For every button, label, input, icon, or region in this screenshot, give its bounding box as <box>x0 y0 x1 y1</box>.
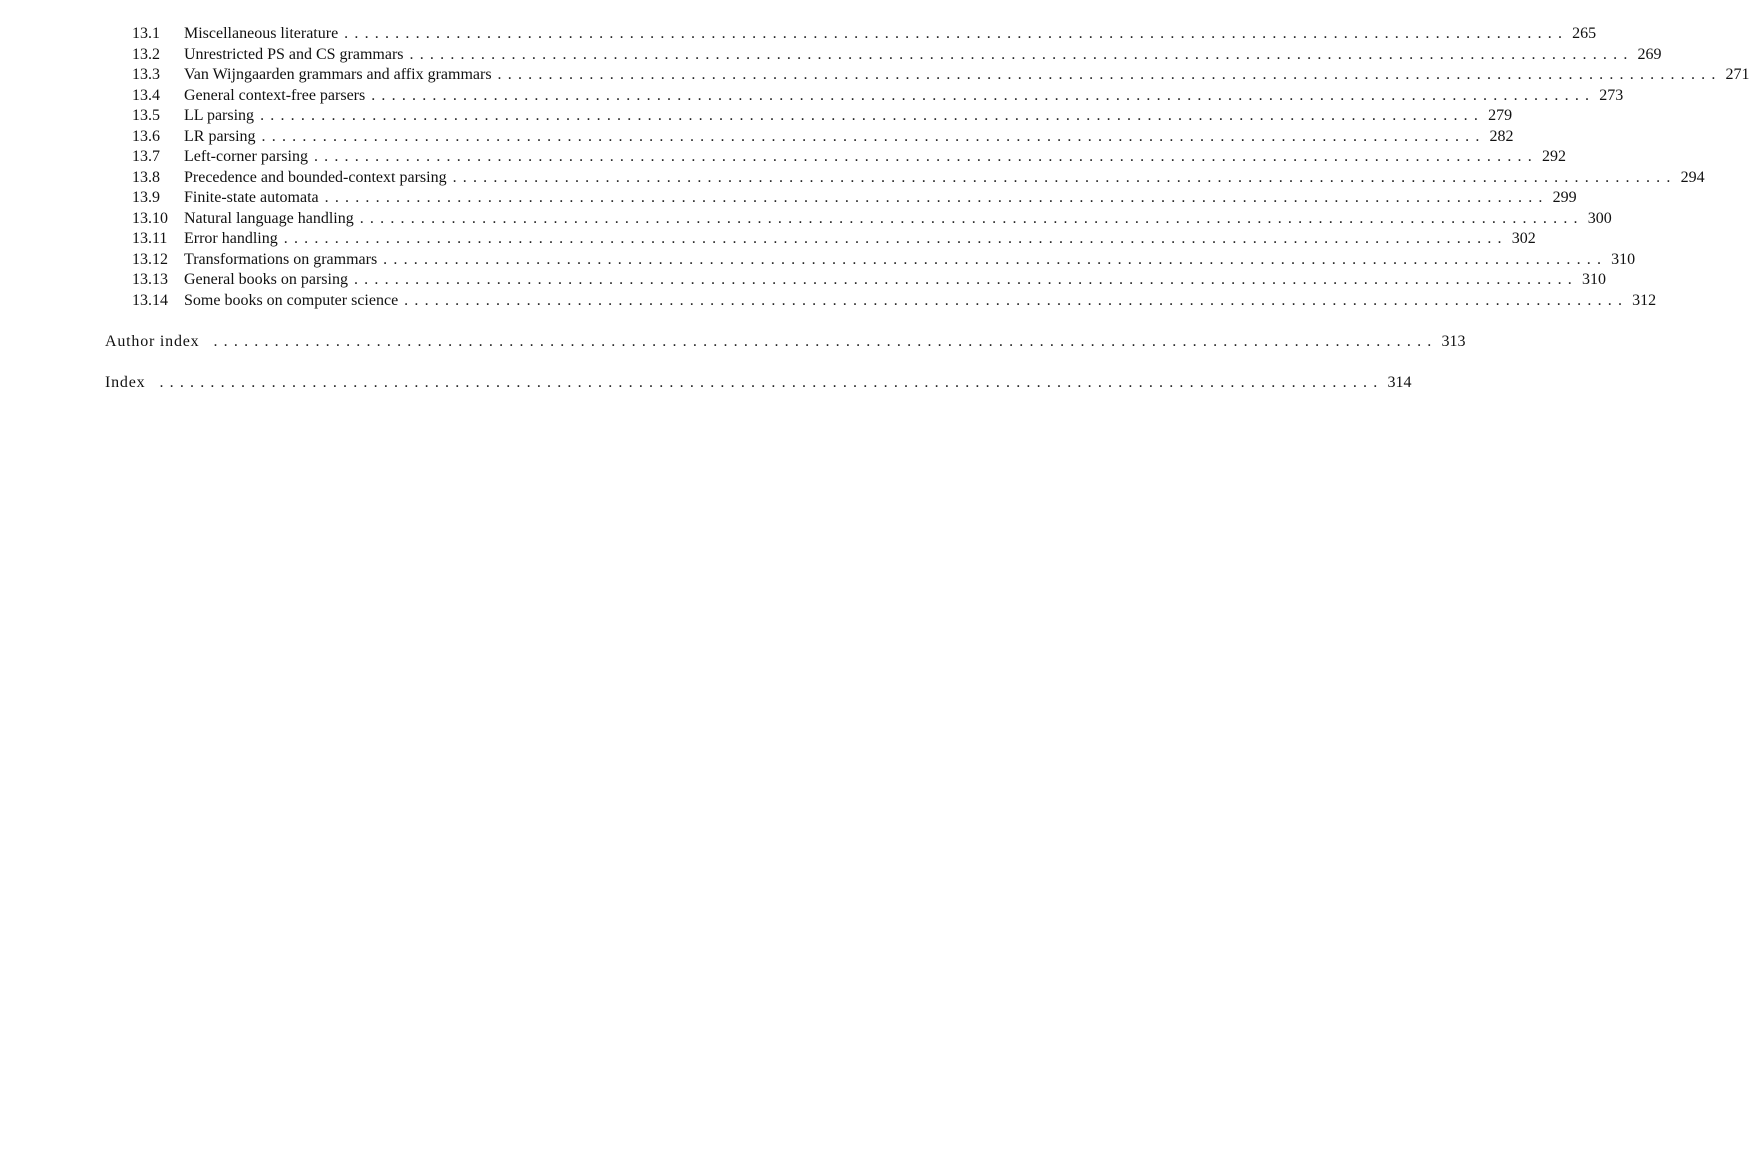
chapter-title: Author index <box>105 332 200 350</box>
section-number: 13.10 <box>132 209 168 227</box>
toc-entry-13-1[interactable] <box>0 24 1597 45</box>
chapter-title: Index <box>105 373 146 391</box>
page-number: 314 <box>1387 373 1412 391</box>
toc-entry-13-6[interactable] <box>0 127 1514 148</box>
page-number: 310 <box>1611 250 1636 268</box>
entry-line <box>184 45 1662 66</box>
entry-line <box>184 24 1597 45</box>
entry-line <box>184 65 1750 86</box>
section-title: LR parsing <box>184 127 256 145</box>
section-number: 13.7 <box>132 148 160 165</box>
section-number: 13.13 <box>132 271 168 288</box>
toc-entry-13-3[interactable] <box>0 65 1750 86</box>
section-title: Left-corner parsing <box>184 148 308 165</box>
dot-leader: ........................................................................................................................ <box>261 127 1486 145</box>
page-number: 279 <box>1488 107 1513 124</box>
dot-leader: ........................................................................................................................ <box>359 209 1584 227</box>
toc-entry-13-10[interactable] <box>0 209 1612 230</box>
section-title: Miscellaneous literature <box>184 25 339 42</box>
toc-entry-author-index[interactable] <box>0 332 1466 353</box>
page-number: 294 <box>1680 168 1705 186</box>
section-title: Van Wijngaarden grammars and affix grammars <box>184 66 492 83</box>
toc-entry-13-8[interactable] <box>0 168 1705 189</box>
dot-leader: ........................................................................................................................ <box>313 148 1538 165</box>
page-number: 300 <box>1587 209 1612 227</box>
dot-leader: ........................................................................................................................ <box>452 168 1677 186</box>
toc-entry-13-14[interactable] <box>0 291 1657 312</box>
entry-line <box>184 209 1612 230</box>
dot-leader: ........................................................................................................................ <box>260 107 1485 124</box>
page-number: 302 <box>1511 230 1536 247</box>
dot-leader: ........................................................................................................................ <box>324 189 1549 206</box>
entry-line <box>184 188 1577 209</box>
page-number: 313 <box>1441 332 1466 350</box>
dot-leader: ........................................................................................................................ <box>371 86 1596 104</box>
toc-entry-13-9[interactable] <box>0 188 1577 209</box>
entry-line <box>184 168 1705 189</box>
entry-line <box>184 86 1624 107</box>
dot-leader: ........................................................................................................................ <box>404 291 1629 309</box>
entry-line <box>184 127 1514 148</box>
toc-entry-13-4[interactable] <box>0 86 1624 107</box>
dot-leader: ........................................................................................................................ <box>283 230 1508 247</box>
section-title: Precedence and bounded-context parsing <box>184 168 447 186</box>
section-number: 13.1 <box>132 25 160 42</box>
spacer <box>0 352 893 373</box>
section-number: 13.6 <box>132 127 160 145</box>
entry-line <box>105 332 1466 353</box>
toc-entry-13-7[interactable] <box>0 147 1566 168</box>
section-number: 13.12 <box>132 250 168 268</box>
section-number: 13.9 <box>132 189 160 206</box>
entry-line <box>184 270 1606 291</box>
toc-entry-13-5[interactable] <box>0 106 1513 127</box>
dot-leader: ........................................................................................................................ <box>383 250 1608 268</box>
entry-line <box>184 229 1536 250</box>
page-number: 282 <box>1489 127 1514 145</box>
page-number: 265 <box>1572 25 1597 42</box>
section-number: 13.2 <box>132 45 160 63</box>
toc-entry-13-12[interactable] <box>0 250 1636 271</box>
spacer <box>0 311 893 332</box>
page-number: 299 <box>1552 189 1577 206</box>
entry-line <box>184 147 1566 168</box>
toc-entry-index[interactable] <box>0 373 1412 394</box>
dot-leader: ........................................................................................................................ <box>159 373 1384 391</box>
entry-line <box>184 106 1513 127</box>
section-number: 13.4 <box>132 86 160 104</box>
section-number: 13.5 <box>132 107 160 124</box>
section-title: Some books on computer science <box>184 291 399 309</box>
page-number: 269 <box>1637 45 1662 63</box>
section-title: LL parsing <box>184 107 255 124</box>
page-number: 310 <box>1581 271 1606 288</box>
section-title: Transformations on grammars <box>184 250 378 268</box>
section-number: 13.3 <box>132 66 160 83</box>
section-number: 13.11 <box>132 230 168 247</box>
section-title: General context-free parsers <box>184 86 366 104</box>
dot-leader: ........................................................................................................................ <box>409 45 1634 63</box>
section-number: 13.8 <box>132 168 160 186</box>
section-title: General books on parsing <box>184 271 348 288</box>
page-number: 273 <box>1599 86 1624 104</box>
toc-entry-13-13[interactable] <box>0 270 1606 291</box>
section-title: Unrestricted PS and CS grammars <box>184 45 404 63</box>
section-title: Finite-state automata <box>184 189 319 206</box>
page-number: 271 <box>1725 66 1750 83</box>
section-title: Natural language handling <box>184 209 354 227</box>
page-number: 292 <box>1541 148 1566 165</box>
table-of-contents <box>0 24 1750 393</box>
dot-leader: ........................................................................................................................ <box>213 332 1438 350</box>
dot-leader: ........................................................................................................................ <box>353 271 1578 288</box>
dot-leader: ........................................................................................................................ <box>344 25 1569 42</box>
entry-line <box>105 373 1412 394</box>
entry-line <box>184 250 1636 271</box>
section-title: Error handling <box>184 230 278 247</box>
entry-line <box>184 291 1657 312</box>
toc-entry-13-11[interactable] <box>0 229 1536 250</box>
page-number: 312 <box>1632 291 1657 309</box>
dot-leader: ........................................................................................................................ <box>497 66 1722 83</box>
section-number: 13.14 <box>132 291 168 309</box>
toc-entry-13-2[interactable] <box>0 45 1662 66</box>
